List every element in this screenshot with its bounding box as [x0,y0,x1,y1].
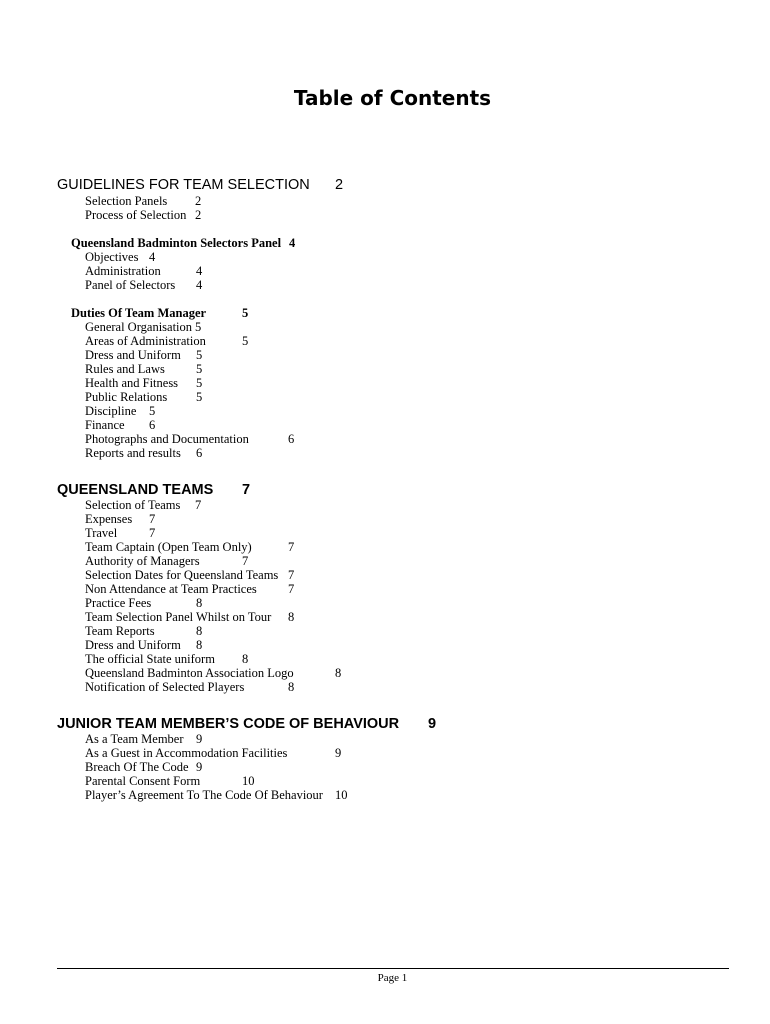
toc-entry-title: Administration [85,264,161,278]
toc-entry-title: Process of Selection [85,208,187,222]
toc-entry-title: Expenses [85,512,133,526]
toc-entry-page: 7 [149,526,156,540]
toc-entry-page: 4 [289,236,296,250]
toc-entry-page: 9 [196,760,203,774]
toc-entry-title: JUNIOR TEAM MEMBER’S CODE OF BEHAVIOUR [57,716,400,732]
toc-entry-title: Duties Of Team Manager [71,306,207,320]
toc-entry-page: 4 [196,264,203,278]
toc-entry-title: Finance [85,418,125,432]
toc-entry-title: Travel [85,526,118,540]
toc-entry-title: Dress and Uniform [85,638,181,652]
toc-entry-title: Notification of Selected Players [85,680,245,694]
toc-entry-page: 7 [288,582,295,596]
toc-entry-page: 5 [149,404,156,418]
toc-entry-page: 9 [335,746,342,760]
toc-entry-title: Health and Fitness [85,376,179,390]
toc-entry-title: QUEENSLAND TEAMS [57,482,214,498]
toc-entry-page: 8 [335,666,342,680]
toc-entry-page: 2 [195,208,202,222]
toc-entry-page: 9 [196,732,203,746]
toc-entry-page: 4 [149,250,156,264]
toc-entry-page: 2 [195,194,202,208]
toc-entry-title: Breach Of The Code [85,760,189,774]
page-title: Table of Contents [293,86,492,110]
toc-entry-title: Parental Consent Form [85,774,201,788]
toc-entry-page: 7 [288,568,295,582]
toc-entry-title: General Organisation [85,320,193,334]
footer-rule [57,968,729,969]
toc-entry-page: 8 [242,652,249,666]
toc-entry-page: 7 [242,482,251,498]
toc-entry-page: 10 [242,774,255,788]
toc-entry-page: 5 [242,306,249,320]
toc-entry-page: 5 [195,320,202,334]
toc-entry-title: Authority of Managers [85,554,200,568]
toc-entry-title: Queensland Badminton Selectors Panel [71,236,282,250]
toc-entry-page: 5 [196,390,203,404]
toc-entry-page: 5 [196,362,203,376]
toc-entry-title: As a Team Member [85,732,184,746]
toc-entry-title: Team Reports [85,624,155,638]
toc-entry-page: 7 [288,540,295,554]
toc-entry-page: 5 [196,376,203,390]
toc-entry-page: 8 [196,624,203,638]
toc-entry-title: Team Captain (Open Team Only) [85,540,252,554]
toc-entry-title: Photographs and Documentation [85,432,249,446]
toc-entry-title: Panel of Selectors [85,278,176,292]
toc-entry-page: 7 [242,554,249,568]
toc-entry-page: 2 [335,177,344,193]
toc-entry-page: 5 [196,348,203,362]
page-footer: Page 1 [377,972,408,984]
toc-entry-page: 8 [196,638,203,652]
toc-entry-title: Selection Dates for Queensland Teams [85,568,279,582]
toc-entry-title: Dress and Uniform [85,348,181,362]
toc-entry-title: Team Selection Panel Whilst on Tour [85,610,272,624]
toc-entry-title: Public Relations [85,390,168,404]
toc-entry-title: Non Attendance at Team Practices [85,582,257,596]
toc-entry-title: Areas of Administration [85,334,206,348]
toc-entry-page: 6 [149,418,156,432]
toc-entry-page: 6 [196,446,203,460]
toc-entry-title: GUIDELINES FOR TEAM SELECTION [57,177,310,193]
toc-entry-page: 7 [195,498,202,512]
toc-entry-title: Objectives [85,250,139,264]
toc-entry-title: Player’s Agreement To The Code Of Behaviour [85,788,323,802]
toc-entry-title: Discipline [85,404,137,418]
toc-entry-title: Rules and Laws [85,362,165,376]
toc-entry-page: 10 [335,788,348,802]
toc-entry-page: 7 [149,512,156,526]
toc-entry-title: As a Guest in Accommodation Facilities [85,746,288,760]
toc-entry-title: Selection of Teams [85,498,181,512]
toc-entry-page: 4 [196,278,203,292]
toc-entry-page: 8 [196,596,203,610]
toc-entry-title: Practice Fees [85,596,152,610]
toc-entry-page: 5 [242,334,249,348]
toc-entry-title: Queensland Badminton Association Logo [85,666,294,680]
toc-entry-page: 6 [288,432,295,446]
toc-entry-title: Reports and results [85,446,181,460]
toc-entry-page: 8 [288,610,295,624]
toc-entry-page: 8 [288,680,295,694]
toc-entry-page: 9 [428,716,437,732]
toc-entry-title: Selection Panels [85,194,168,208]
toc-entry-title: The official State uniform [85,652,215,666]
